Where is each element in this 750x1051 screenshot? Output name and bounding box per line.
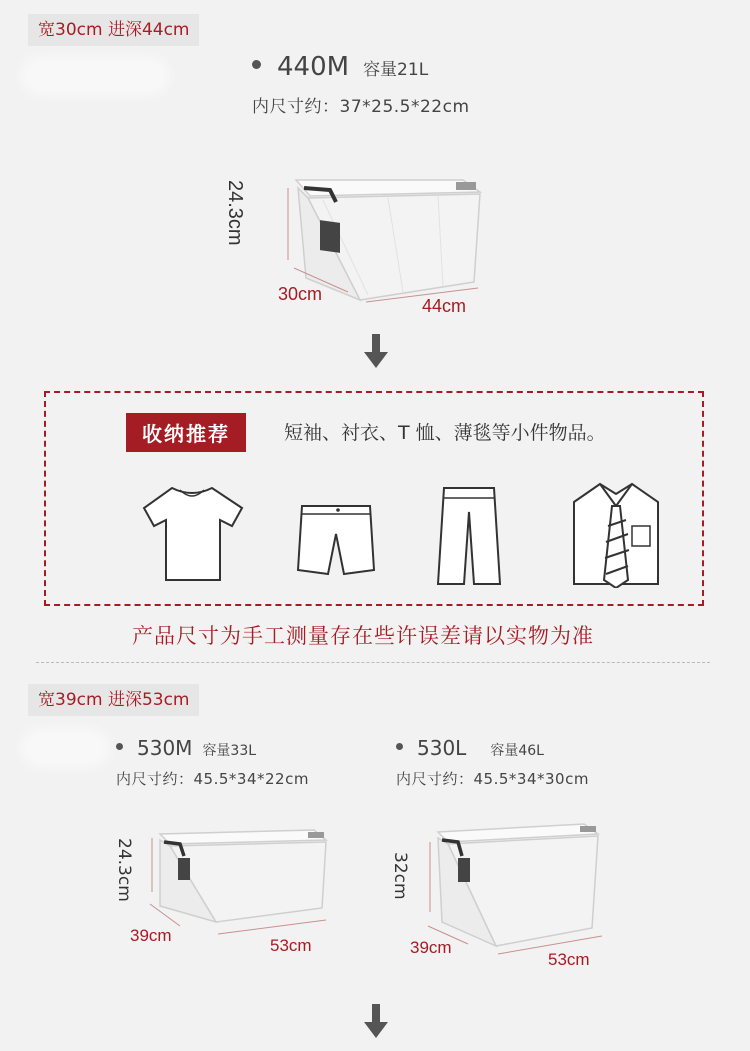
model-name: 530L [417, 736, 467, 760]
recommend-badge: 收纳推荐 [126, 413, 246, 452]
model-line [116, 736, 256, 760]
size-tag: 宽30cm 进深44cm [28, 14, 199, 46]
height-label: 32cm [390, 852, 410, 900]
shorts-icon [294, 500, 378, 580]
model-line [252, 52, 428, 82]
depth-label: 44cm [422, 296, 467, 316]
down-arrow-icon [364, 1004, 388, 1040]
blurred-area [20, 56, 170, 96]
width-label: 39cm [130, 926, 172, 945]
capacity-label: 容量46L [490, 743, 544, 759]
bullet-icon [116, 743, 123, 750]
width-label: 39cm [410, 938, 452, 957]
model-name: 440M [277, 52, 350, 82]
depth-label: 53cm [548, 950, 590, 969]
bullet-icon [252, 60, 261, 69]
blurred-area [20, 728, 110, 768]
divider [36, 662, 710, 663]
model-name: 530M [137, 736, 193, 760]
inner-size: 内尺寸约：37*25.5*22cm [252, 97, 470, 117]
height-label: 24.3cm [224, 180, 246, 246]
dress-shirt-tie-icon [568, 476, 664, 588]
down-arrow-icon [364, 334, 388, 370]
trousers-icon [432, 484, 504, 588]
recommend-text: 短袖、衬衣、T 恤、薄毯等小件物品。 [284, 422, 606, 444]
depth-label: 53cm [270, 936, 312, 955]
size-tag: 宽39cm 进深53cm [28, 684, 199, 716]
inner-size: 内尺寸约：45.5*34*30cm [396, 770, 589, 788]
inner-size: 内尺寸约：45.5*34*22cm [116, 770, 309, 788]
t-shirt-icon [140, 484, 246, 584]
height-label: 24.3cm [114, 838, 134, 902]
width-label: 30cm [278, 284, 323, 304]
measurement-note: 产品尺寸为手工测量存在些许误差请以实物为准 [132, 624, 594, 648]
capacity-label: 容量33L [202, 743, 257, 759]
model-line [396, 736, 544, 760]
capacity-label: 容量21L [363, 60, 429, 80]
bullet-icon [396, 743, 403, 750]
